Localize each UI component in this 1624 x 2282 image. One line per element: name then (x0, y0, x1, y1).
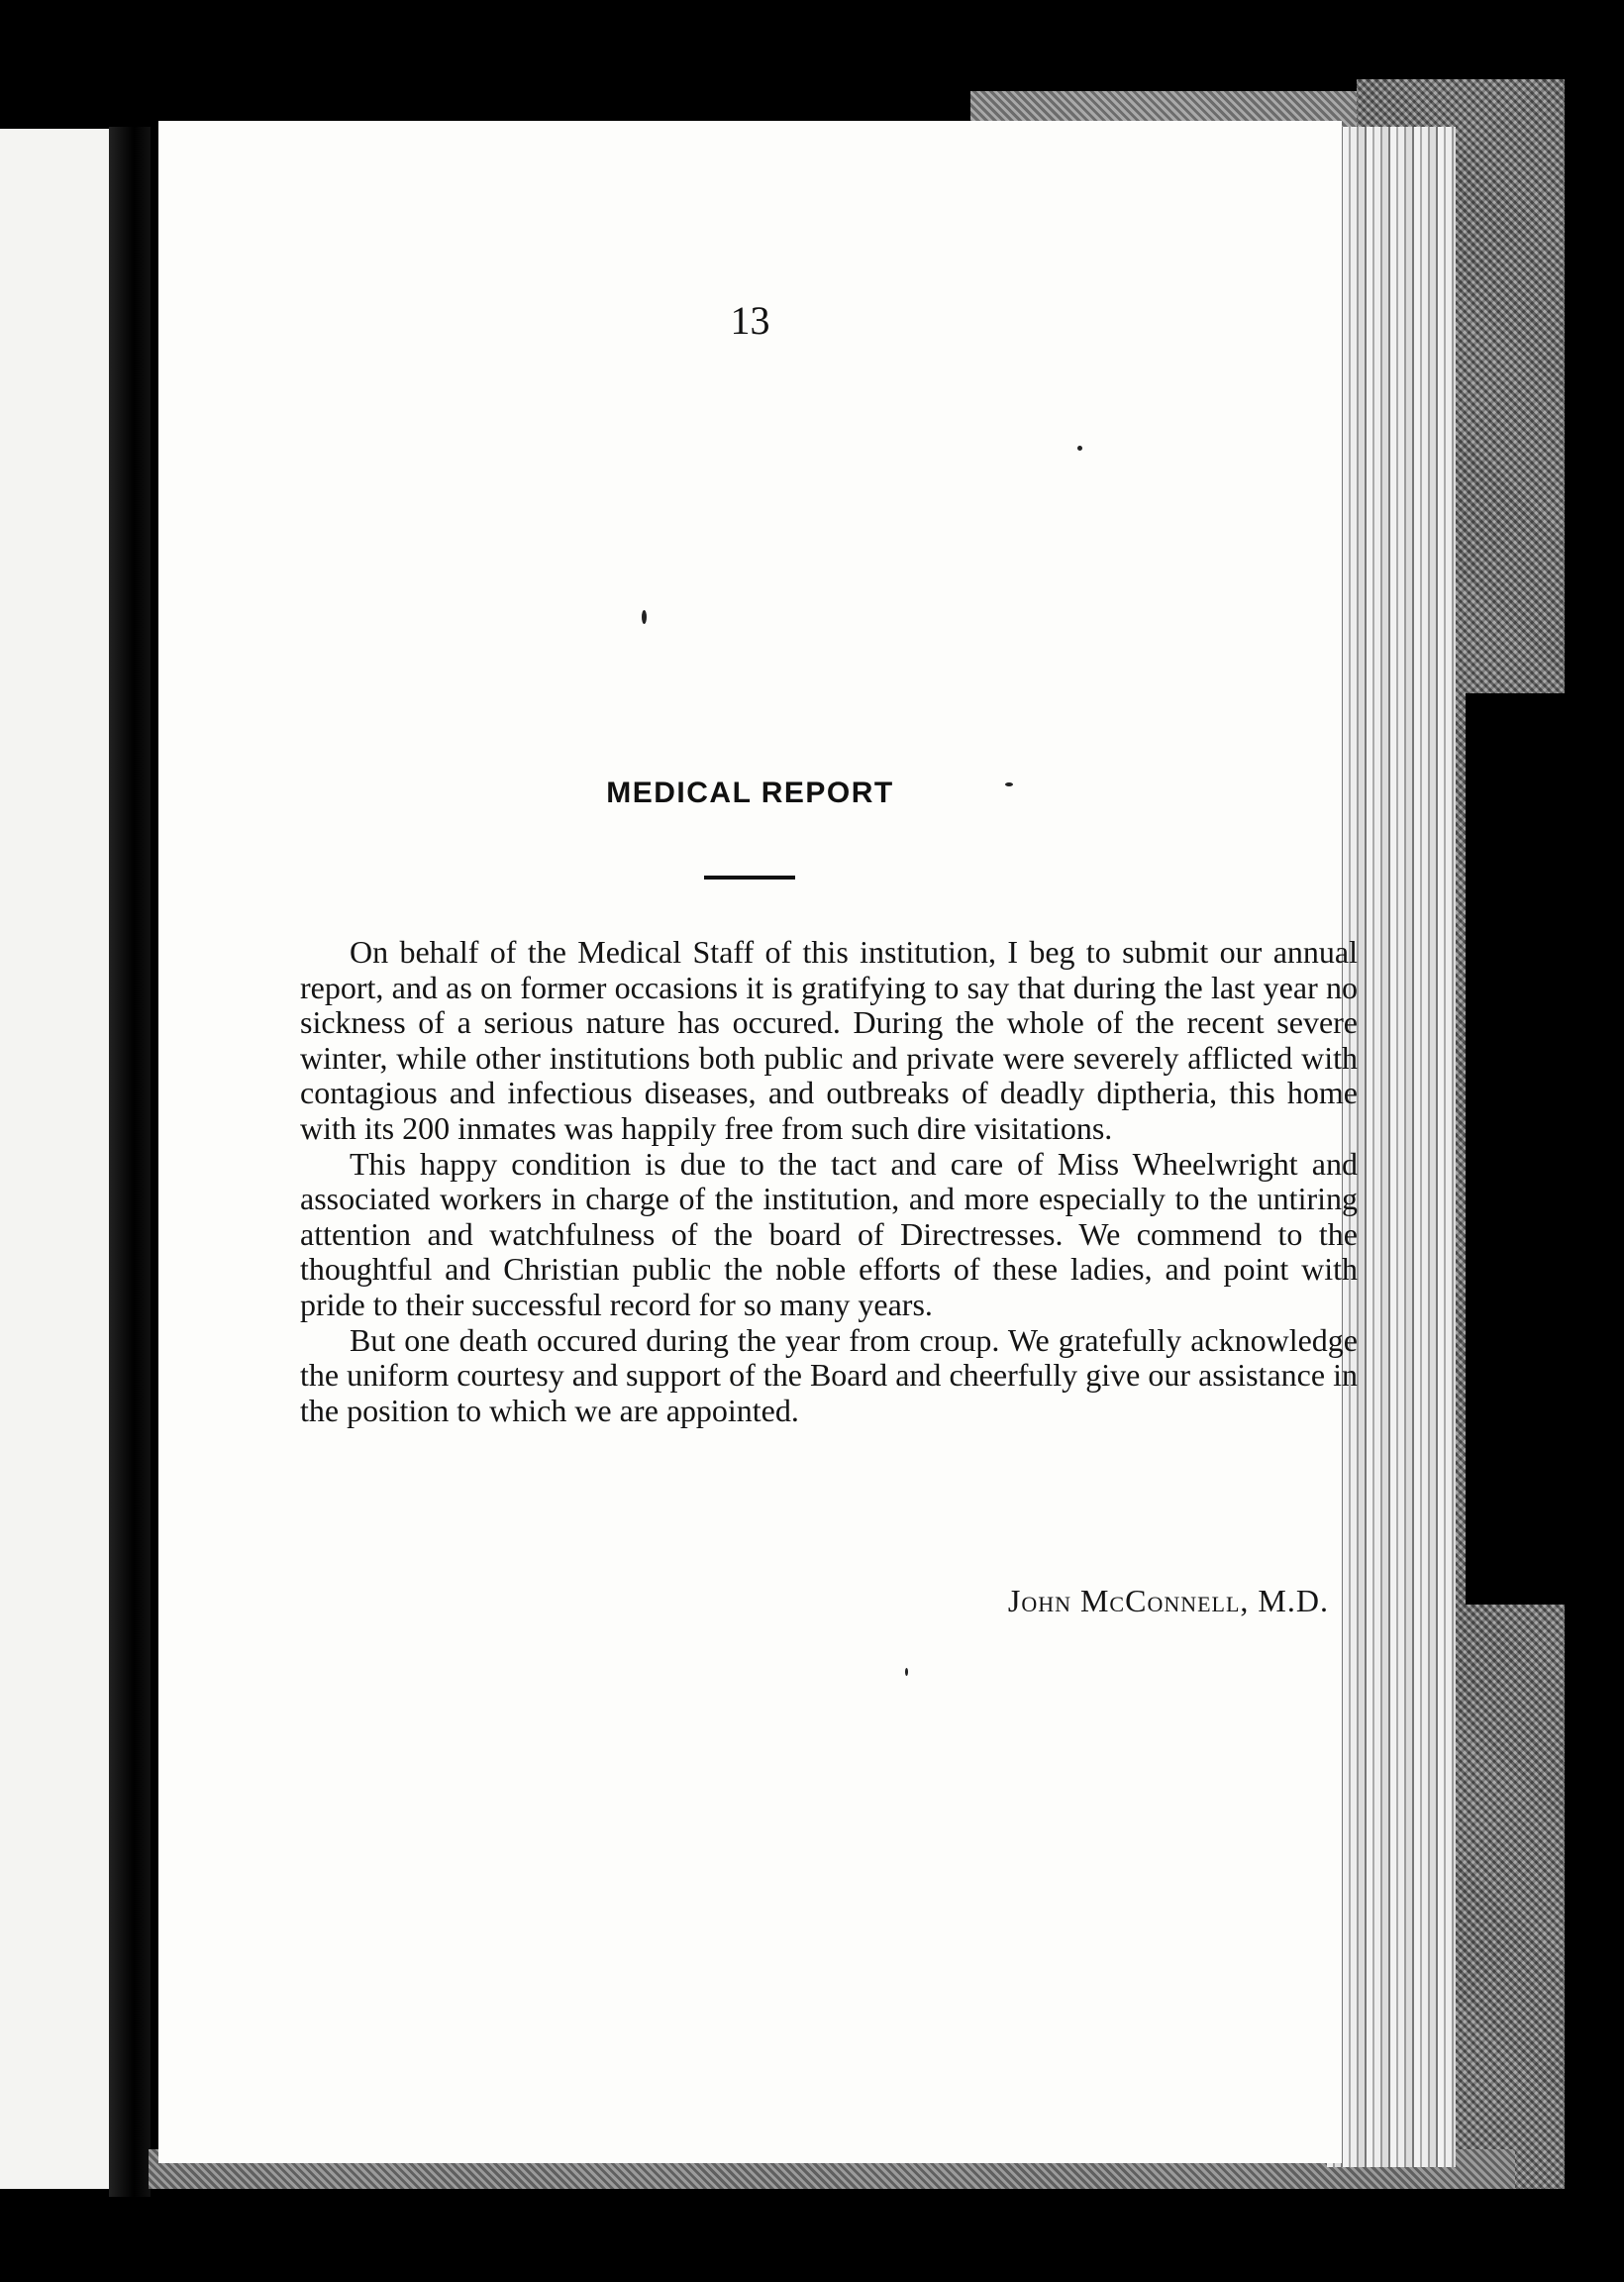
page-number: 13 (730, 298, 770, 343)
cover-shadow (1466, 693, 1584, 1605)
report-heading: MEDICAL REPORT (606, 777, 894, 809)
paragraph: But one death occured during the year from croup. We gratefully acknowledge the uniform courtesy and support of the Board and cheerfully give our assistance in the position to which we are appointed. (300, 1321, 1358, 1428)
paragraph: This happy condition is due to the tact and care of Miss Wheelwright and associated workers in charge of the institution, and more especially to the untiring attention and watchfulness of the board of Directresses. We commend to the thoughtful and Christian public the noble efforts of these ladies, and point with pride to their successful record for so many years. (300, 1145, 1358, 1322)
book-gutter (109, 127, 151, 2197)
heading-rule (704, 876, 795, 880)
document-page (158, 121, 1358, 2163)
signature: John McConnell, M.D. (1007, 1583, 1329, 1618)
facing-page-edge (0, 129, 109, 2189)
report-body (300, 935, 1358, 1428)
paragraph: On behalf of the Medical Staff of this institution, I beg to submit our annual report, and as on former occasions it is gratifying to say that during the last year no sickness of a serious nature has occured. During the whole of the recent severe winter, while other institutions both public and private were severely afflicted with contagious and infectious diseases, and outbreaks of deadly diptheria, this home with its 200 inmates was happily free from such dire visitations. (300, 934, 1358, 1146)
